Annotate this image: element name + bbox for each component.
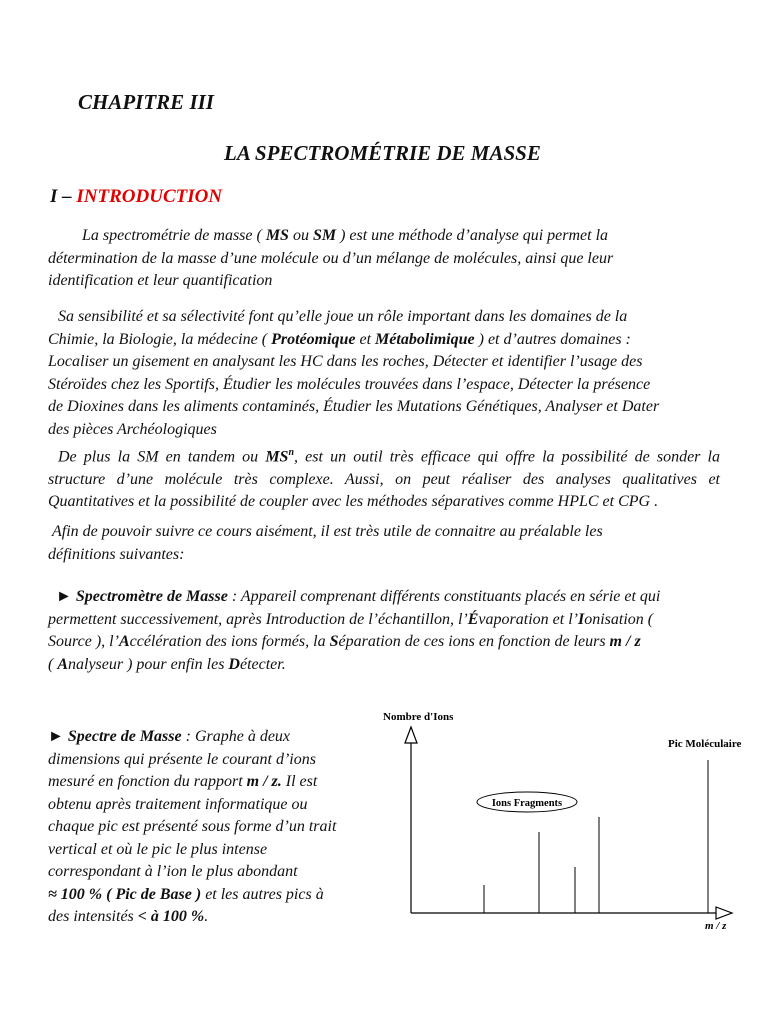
paragraph-tandem	[48, 442, 720, 514]
bullet-icon: ►	[56, 588, 72, 605]
text: : Graphe à deux	[181, 728, 291, 745]
text-line: chaque pic est présenté sous forme d’un trait	[48, 818, 337, 835]
text: La spectrométrie de masse (	[82, 227, 266, 244]
text-line: Stéroïdes chez les Sportifs, Étudier les molécules trouvées dans l’espace, Détecter la présence	[48, 375, 651, 393]
text-line: correspondant à l’ion le plus abondant	[48, 863, 298, 880]
definition-term: Spectromètre de Masse	[75, 588, 228, 605]
x-axis-arrow-icon	[716, 907, 732, 919]
text-bold: ≈ 100 % ( Pic de Base )	[48, 885, 202, 903]
text: Il est	[281, 773, 318, 790]
chapter-heading: CHAPITRE III	[78, 90, 214, 114]
paragraph-definitions-intro	[48, 521, 720, 566]
text-line: Afin de pouvoir suivre ce cours aisément, il est très utile de connaitre au préalable les	[52, 523, 603, 540]
section-label: INTRODUCTION	[76, 186, 223, 207]
text-bold: D	[228, 655, 240, 673]
text-line: vertical et où le pic le plus intense	[48, 840, 268, 858]
text-bold: m / z	[609, 633, 641, 650]
text-bold: É	[467, 610, 479, 628]
text-bold: I	[577, 610, 585, 628]
text-line: des pièces Archéologiques	[48, 420, 217, 438]
text-bold: S	[329, 633, 339, 650]
text: ou	[288, 227, 313, 244]
text: onisation (	[584, 610, 654, 628]
text: Chimie, la Biologie, la médecine (	[48, 330, 272, 348]
text: .	[204, 908, 209, 925]
text: ) est une méthode d’analyse qui permet la	[336, 227, 609, 244]
text-bold: A	[118, 633, 130, 650]
text-bold: Protéomique	[271, 330, 356, 348]
text: Source ), l’	[48, 633, 119, 650]
text-bold: MS	[265, 227, 289, 244]
text: étecter.	[239, 655, 286, 673]
text: et les autres pics à	[201, 885, 324, 903]
text: ) et d’autres domaines :	[474, 330, 631, 348]
definition-spectrometre	[48, 586, 720, 676]
text-bold: A	[57, 655, 68, 673]
paragraph-sensitivity	[48, 306, 720, 441]
text: permettent successivement, après Introduction de l’échantillon, l’	[48, 610, 468, 628]
section-heading	[50, 186, 222, 208]
text: (	[48, 655, 58, 673]
page-title: LA SPECTROMÉTRIE DE MASSE	[224, 141, 541, 165]
text-line: définitions suivantes:	[48, 545, 185, 563]
text-line: détermination de la masse d’une molécule ou d’un mélange de molécules, ainsi que leur	[48, 249, 614, 267]
text-line: identification et leur quantification	[48, 272, 273, 289]
paragraph-intro	[48, 225, 720, 293]
y-axis-label: Nombre d'Ions	[383, 711, 454, 723]
superscript: n	[288, 447, 295, 458]
text-bold: MS	[265, 448, 289, 466]
text-bold: m / z.	[246, 773, 282, 790]
text-line: de Dioxines dans les aliments contaminés, Étudier les Mutations Génétiques, Analyser et Dater	[48, 398, 660, 415]
section-number: I –	[50, 186, 72, 207]
text-line: structure d’une molécule très complexe. Aussi, on peut réaliser des analyses qualitatives et	[48, 470, 720, 488]
text: ccélération des ions formés, la	[129, 633, 330, 650]
definition-spectre	[48, 726, 378, 929]
text: éparation de ces ions en fonction de leurs	[338, 633, 610, 650]
text-bold: Métabolimique	[375, 330, 475, 348]
text: vaporation et l’	[478, 610, 578, 628]
text: et	[355, 330, 376, 348]
text: mesuré en fonction du rapport	[48, 773, 247, 790]
text-bold: < à 100 %	[137, 908, 205, 925]
text: des intensités	[48, 908, 138, 925]
bullet-icon: ►	[48, 728, 64, 745]
text: De plus la SM en tandem ou	[58, 448, 266, 466]
text: , est un outil très efficace qui offre la possibilité de sonder la	[294, 448, 721, 466]
text: : Appareil comprenant différents constituants placés en série et qui	[227, 588, 661, 605]
text-line: obtenu après traitement informatique ou	[48, 795, 308, 813]
text: nalyseur ) pour enfin les	[68, 655, 229, 673]
text-line: Localiser un gisement en analysant les HC dans les roches, Détecter et identifier l’usage des	[48, 353, 643, 370]
definition-term: Spectre de Masse	[67, 728, 182, 745]
molecular-peak-label: Pic Moléculaire	[668, 738, 742, 750]
fragments-label: Ions Fragments	[491, 798, 563, 809]
text-bold: SM	[312, 227, 337, 244]
mass-spectrum-diagram	[370, 705, 750, 945]
text-line: Quantitatives et la possibilité de coupler avec les méthodes séparatives comme HPLC et CPG .	[48, 493, 659, 511]
y-axis-arrow-icon	[405, 727, 417, 743]
text-line: Sa sensibilité et sa sélectivité font qu’elle joue un rôle important dans les domaines de la	[58, 308, 628, 325]
text-line: dimensions qui présente le courant d’ions	[48, 750, 316, 768]
x-axis-label: m / z	[705, 920, 727, 932]
